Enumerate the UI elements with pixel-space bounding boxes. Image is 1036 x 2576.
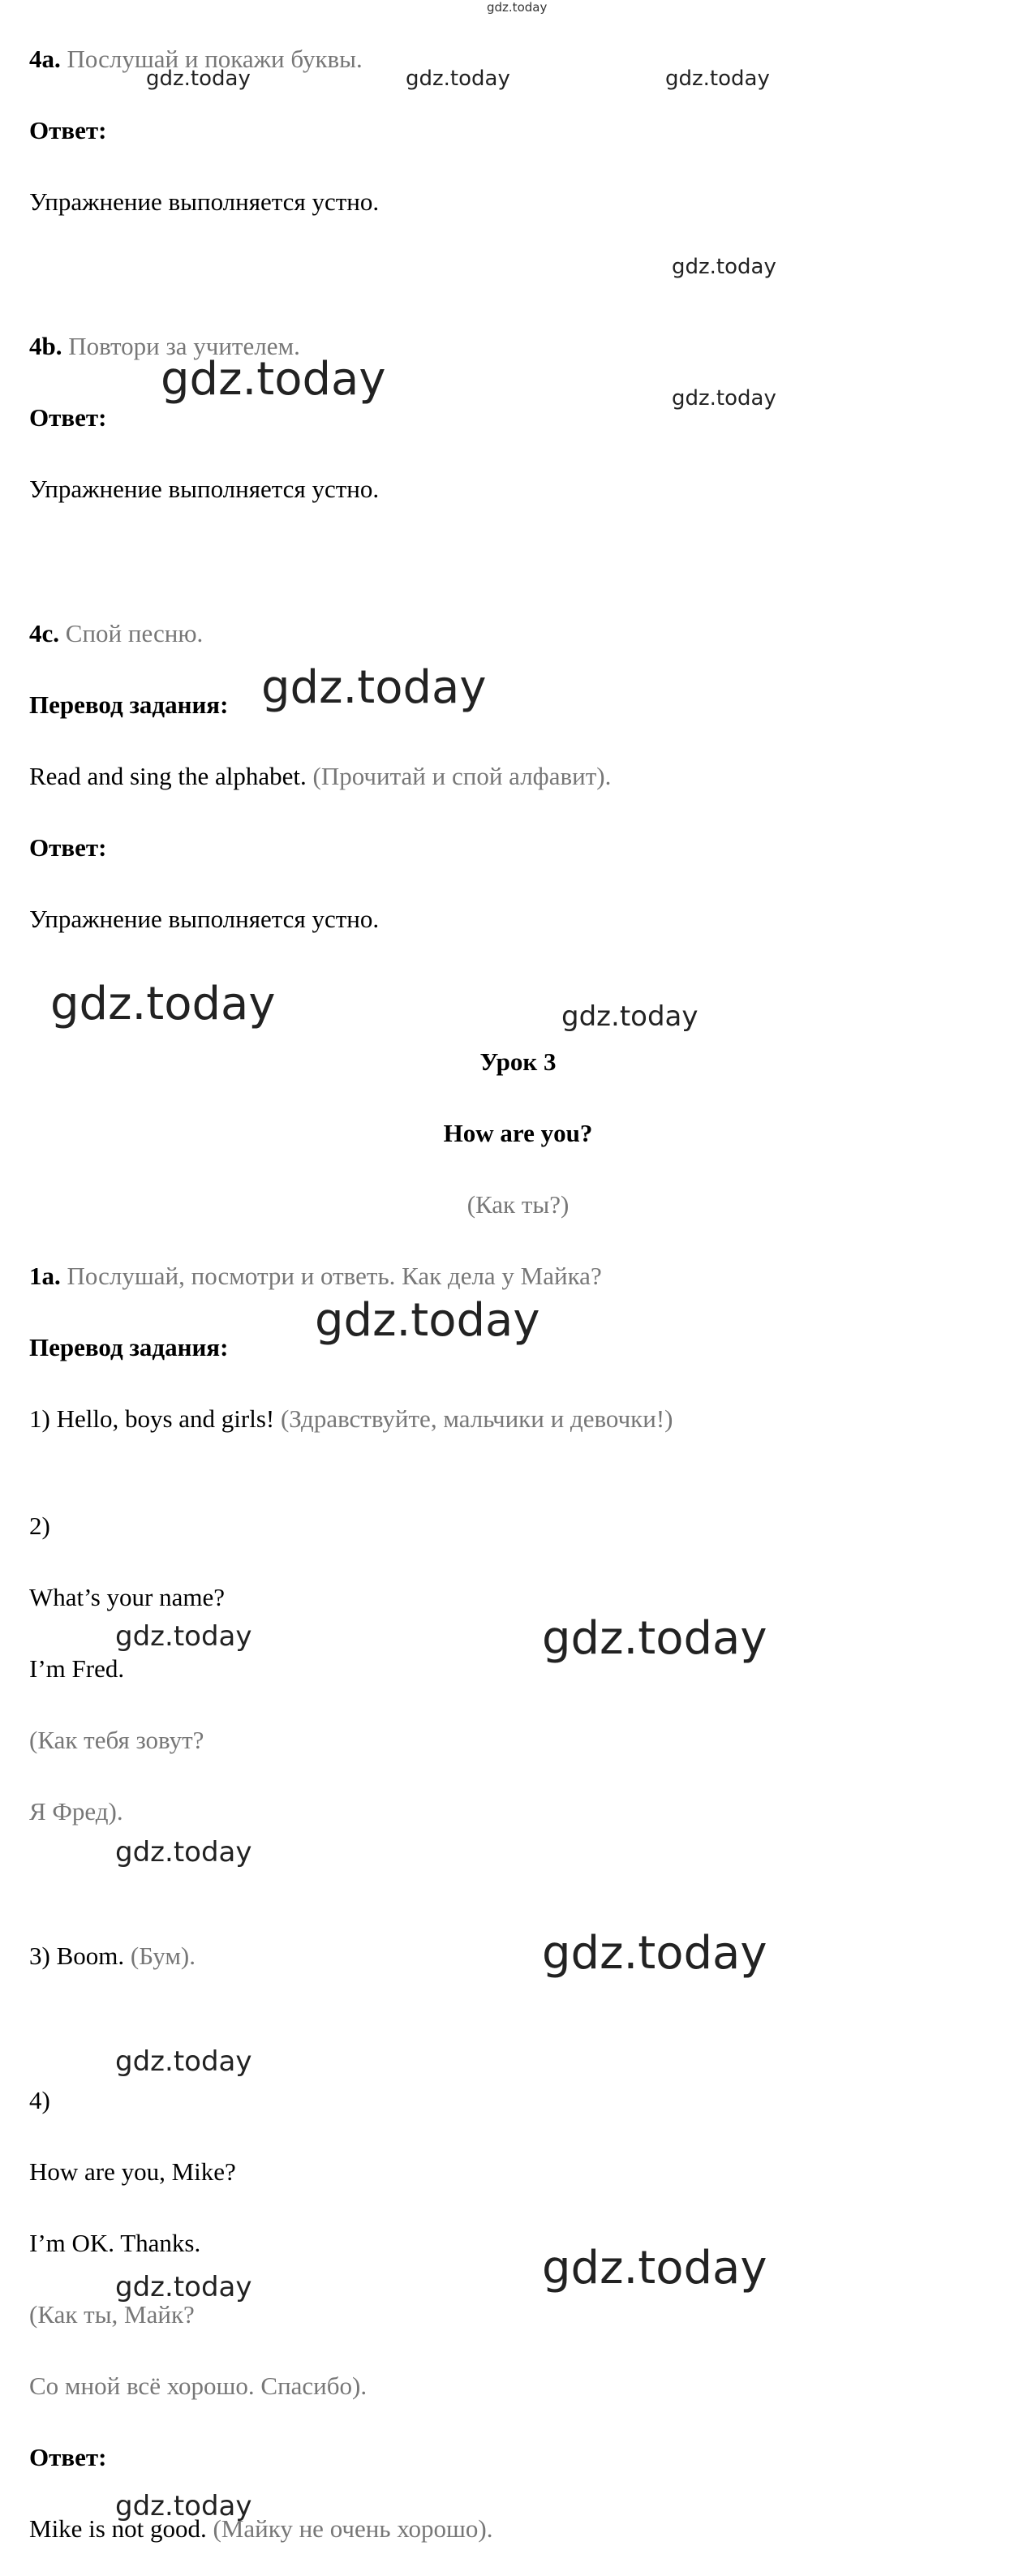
dialogue-question: How are you, Mike? bbox=[29, 2157, 236, 2186]
watermark-text: gdz.today bbox=[161, 353, 386, 406]
answer-english: Mike is not good. bbox=[29, 2514, 207, 2543]
exercise-1a-heading bbox=[29, 1261, 602, 1292]
translation-label: Перевод задания: bbox=[29, 1333, 229, 1361]
watermark-text: gdz.today bbox=[561, 1000, 699, 1033]
watermark-text: gdz.today bbox=[115, 2045, 252, 2078]
answer-russian: (Майку не очень хорошо). bbox=[213, 2514, 493, 2543]
watermark-text: gdz.today bbox=[542, 2242, 767, 2294]
translation-line bbox=[29, 761, 611, 792]
watermark-text: gdz.today bbox=[115, 1620, 252, 1653]
translation-label: Перевод задания: bbox=[29, 690, 229, 719]
exercise-number: 4b. bbox=[29, 332, 62, 360]
watermark-text: gdz.today bbox=[672, 255, 776, 279]
watermark-text: gdz.today bbox=[115, 2271, 252, 2303]
answer-text: Упражнение выполняется устно. bbox=[29, 475, 380, 503]
watermark-text: gdz.today bbox=[665, 67, 770, 91]
watermark-text: gdz.today bbox=[115, 2490, 252, 2522]
dialogue-answer-translation: Со мной всё хорошо. Спасибо). bbox=[29, 2372, 368, 2400]
watermark-text: gdz.today bbox=[50, 978, 276, 1030]
exercise-number: 1a. bbox=[29, 1262, 61, 1290]
exercise-task: Повтори за учителем. bbox=[68, 332, 300, 360]
watermark-text: gdz.today bbox=[146, 67, 251, 91]
lesson-subtitle: How are you? bbox=[443, 1119, 593, 1147]
answer-text: Упражнение выполняется устно. bbox=[29, 187, 380, 216]
watermark-text: gdz.today bbox=[542, 1612, 767, 1665]
exercise-task: Послушай, посмотри и ответь. Как дела у Майка? bbox=[67, 1262, 602, 1290]
answer-label: Ответ: bbox=[29, 2443, 107, 2471]
exercise-4a-heading bbox=[29, 44, 363, 75]
translation-english: Read and sing the alphabet. bbox=[29, 762, 307, 790]
dialogue-question: What’s your name? bbox=[29, 1583, 226, 1611]
watermark-text: gdz.today bbox=[406, 67, 510, 91]
translation-russian: (Прочитай и спой алфавит). bbox=[312, 762, 612, 790]
answer-text: Упражнение выполняется устно. bbox=[29, 905, 380, 933]
watermark-text: gdz.today bbox=[542, 1927, 767, 1980]
lesson-title: Урок 3 bbox=[479, 1047, 557, 1076]
dialogue-answer: I’m OK. Thanks. bbox=[29, 2229, 201, 2257]
dialogue-answer: I’m Fred. bbox=[29, 1654, 125, 1683]
lesson-subtitle-translation: (Как ты?) bbox=[466, 1190, 570, 1219]
dialogue-question-translation: (Как ты, Майк? bbox=[29, 2300, 195, 2329]
dialogue-item-2: 2) bbox=[29, 1512, 50, 1540]
exercise-task: Спой песню. bbox=[65, 619, 204, 647]
exercise-4c-heading bbox=[29, 618, 203, 649]
exercise-task: Послушай и покажи буквы. bbox=[67, 45, 363, 73]
answer-label: Ответ: bbox=[29, 403, 107, 432]
dialogue-line-1: 1) Hello, boys and girls! (Здравствуйте, мальчики и девочки!) bbox=[29, 1404, 673, 1433]
watermark-text: gdz.today bbox=[115, 1836, 252, 1869]
dialogue-item-4: 4) bbox=[29, 2086, 50, 2114]
answer-label: Ответ: bbox=[29, 116, 107, 144]
watermark-text: gdz.today bbox=[672, 386, 776, 411]
answer-label: Ответ: bbox=[29, 833, 107, 862]
watermark-text: gdz.today bbox=[315, 1294, 540, 1347]
watermark-text: gdz.today bbox=[261, 661, 487, 714]
exercise-number: 4c. bbox=[29, 619, 60, 647]
dialogue-answer-translation: Я Фред). bbox=[29, 1797, 123, 1826]
watermark-text: gdz.today bbox=[487, 0, 548, 15]
exercise-number: 4a. bbox=[29, 45, 61, 73]
exercise-4b-heading bbox=[29, 331, 300, 362]
dialogue-question-translation: (Как тебя зовут? bbox=[29, 1726, 204, 1754]
answer-line bbox=[29, 2514, 492, 2544]
dialogue-line-3: 3) Boom. (Бум). bbox=[29, 1942, 196, 1970]
